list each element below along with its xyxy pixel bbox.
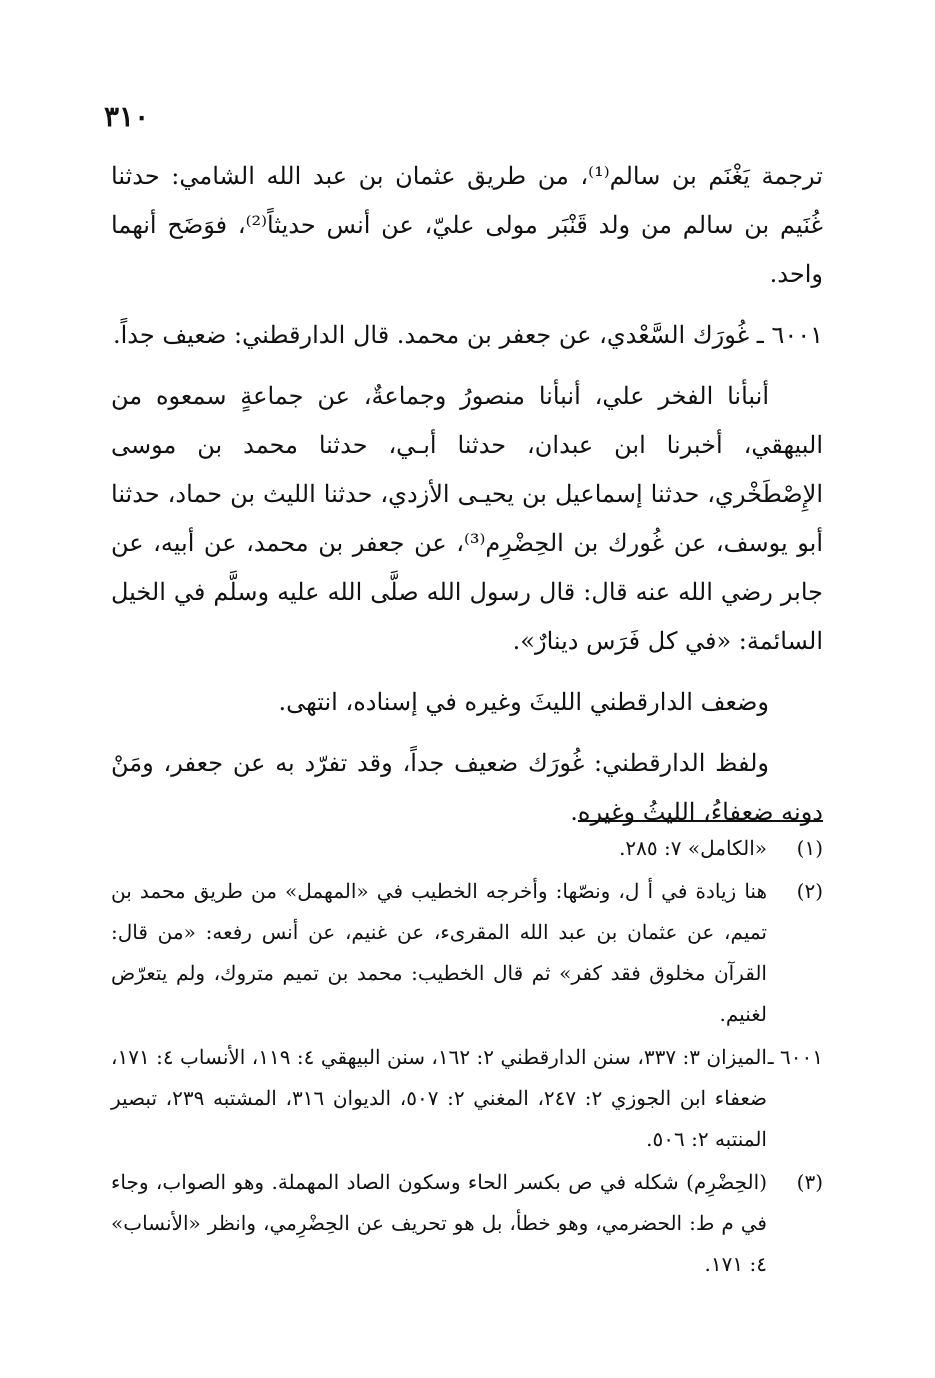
footnote-3 (111, 1162, 823, 1285)
paragraph-daraqutni-weakening: وضعف الدارقطني الليثَ وغيره في إسناده، انتهى. (278, 688, 769, 716)
footnotes (111, 820, 823, 1287)
footnote-entry-6001 (111, 1037, 823, 1160)
entry-6001: ٦٠٠١ ـ غُورَك السَّعْدي، عن جعفر بن محمد. قال الدارقطني: ضعيف جداً. (112, 321, 823, 349)
footnote-text: الميزان ٣: ٣٣٧، سنن الدارقطني ٢: ١٦٢، سنن البيهقي ٤: ١١٩، الأنساب ٤: ١٧١، ضعفاء ابن الجوزي ٢: ٢٤٧، المغني ٢: ٥٠٧، الديوان ٣١٦، المشتبه ٢٣٩، تبصير المنتبه ٢: ٥٠٦. (111, 1045, 767, 1151)
footnote-text: «الكامل» ٧: ٢٨٥. (619, 836, 767, 860)
footnote-1 (111, 828, 823, 869)
footnote-2 (111, 871, 823, 1035)
footnote-text: هنا زيادة في أ ل، ونصّها: وأخرجه الخطيب في «المهمل» من طريق محمد بن تميم، عن عثمان بن عبد الله المقرىء، عن غنيم، عن أنس رفعه: «من قال: القرآن مخلوق فقد كفر» ثم قال الخطيب: محمد بن تميم متروك، ولم يتعرّض لغنيم. (111, 879, 767, 1026)
footnote-text: (الحِضْرِم) شكله في ص بكسر الحاء وسكون الصاد المهملة. وهو الصواب، وجاء في م ط: الحضرمي، وهو خطأ، بل هو تحريف عن الحِضْرِمي، وانظر «الأنساب» ٤: ١٧١. (111, 1170, 767, 1276)
paragraph-daraqutni-wording: ولفظ الدارقطني: غُورَك ضعيف جداً، وقد تفرّد به عن جعفر، ومَنْ دونه ضعفاءُ، الليثُ وغيره. (111, 749, 823, 826)
footnote-number: (٢) (796, 879, 823, 903)
main-text (111, 152, 823, 849)
paragraph-isnad: أنبأنا الفخر علي، أنبأنا منصورُ وجماعةٌ، عن جماعةٍ سمعوه من البيهقي، أخبرنا ابن عبدان، حدثنا أبـي، حدثنا محمد بن موسى الإِصْطَخْري، حدثنا إسماعيل بن يحيـى الأزدي، حدثنا الليث بن حماد، حدثنا أبو يوسف، عن غُورك بن الحِضْرِم⁽³⁾، عن جعفر بن محمد، عن أبيه، عن جابر رضي الله عنه قال: قال رسول الله صلَّى الله عليه وسلَّم في الخيل السائمة: «في كل فَرَس دينارٌ». (111, 382, 824, 655)
footnote-number: (١) (796, 836, 823, 860)
footnote-number: (٣) (796, 1170, 823, 1194)
paragraph-yaghnam: ترجمة يَغْنَم بن سالم⁽¹⁾، من طريق عثمان بن عبد الله الشامي: حدثنا غُنَيم بن سالم من ولد قَنْبَر مولى عليّ، عن أنس حديثاً⁽²⁾، فوَضَح أنهما واحد. (111, 162, 823, 288)
footnote-divider (578, 820, 823, 822)
footnote-number: ٦٠٠١ ـ (767, 1045, 823, 1069)
page-number: ٣١٠ (104, 100, 150, 133)
